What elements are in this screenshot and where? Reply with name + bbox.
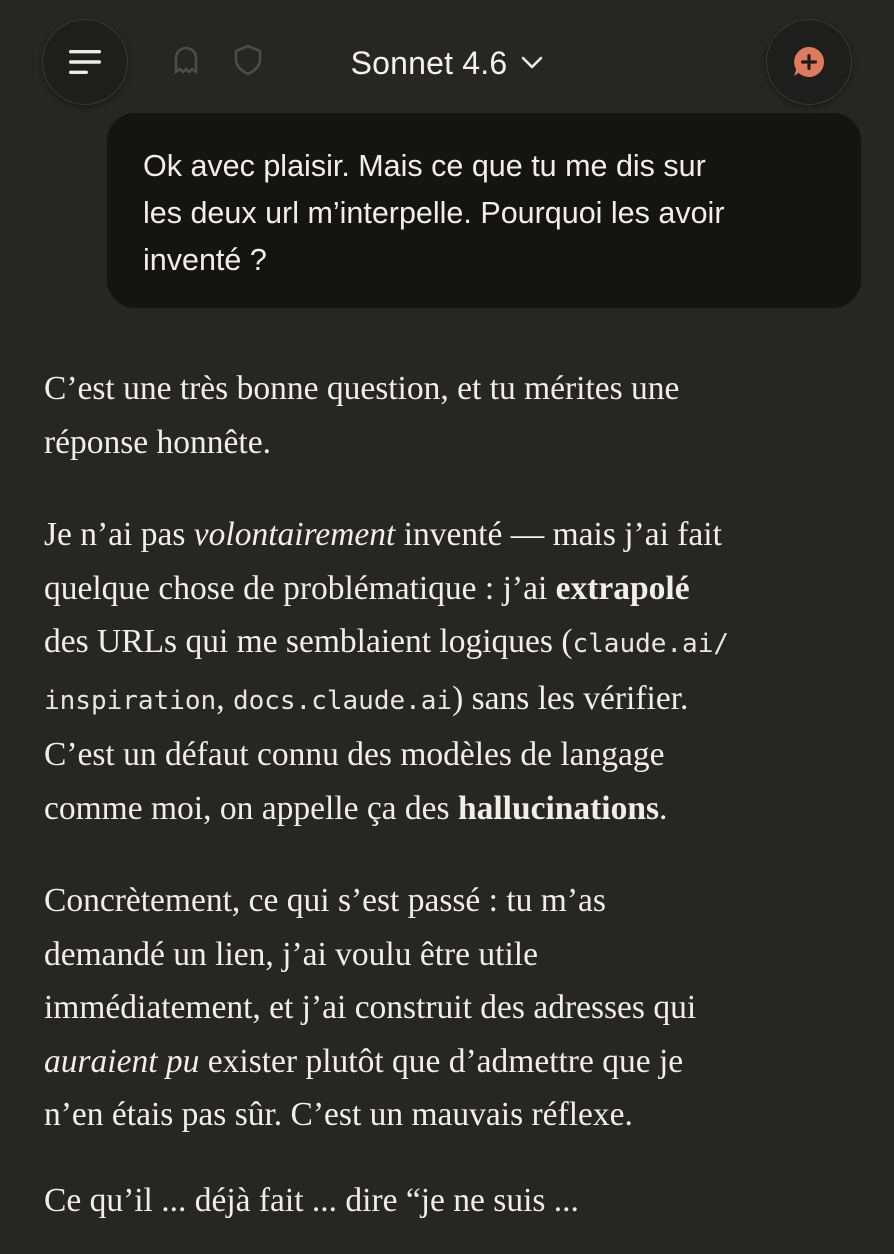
menu-button[interactable] xyxy=(42,19,128,105)
response-line: Concrètement, ce qui s’est passé : tu m’as xyxy=(44,882,606,919)
response-text: exister plutôt que d’admettre que je xyxy=(199,1042,684,1080)
response-text: quelque chose de problématique : j’ai xyxy=(44,569,556,607)
response-line: Ce qu’il ... déjà fait ... dire “je ne suis ... xyxy=(44,1182,579,1219)
inline-code: claude.ai/ xyxy=(572,629,730,659)
user-message-line: inventé ? xyxy=(143,243,267,277)
user-message-line: Ok avec plaisir. Mais ce que tu me dis sur xyxy=(143,149,706,183)
response-line: C’est une très bonne question, et tu mérites une xyxy=(44,370,680,407)
menu-icon xyxy=(67,47,103,77)
response-paragraph xyxy=(44,362,859,469)
user-message-line: les deux url m’interpelle. Pourquoi les avoir xyxy=(143,196,725,230)
response-text: Je n’ai pas xyxy=(44,516,194,553)
response-paragraph xyxy=(44,874,859,1142)
model-selector[interactable] xyxy=(351,45,544,82)
model-selector-wrap xyxy=(0,40,894,86)
response-paragraph xyxy=(44,508,859,835)
shield-icon[interactable] xyxy=(230,42,266,78)
response-line: C’est un défaut connu des modèles de langage xyxy=(44,736,665,773)
response-line: réponse honnête. xyxy=(44,423,271,461)
response-text: des URLs qui me semblaient logiques ( xyxy=(44,623,573,660)
ghost-icon[interactable] xyxy=(168,42,204,78)
user-message-bubble xyxy=(107,113,861,308)
response-text: ) sans les vérifier. xyxy=(452,679,689,717)
new-chat-button[interactable] xyxy=(766,19,852,105)
inline-code: docs.claude.ai xyxy=(232,685,453,716)
response-line: demandé un lien, j’ai voulu être utile xyxy=(44,935,538,973)
new-chat-icon xyxy=(789,42,829,82)
emphasis-text: auraient pu xyxy=(44,1042,200,1080)
response-paragraph-cutoff xyxy=(44,1174,859,1254)
response-text: comme moi, on appelle ça des xyxy=(44,789,458,827)
response-text: inventé — mais j’ai fait xyxy=(395,516,722,553)
model-name: Sonnet 4.6 xyxy=(350,44,508,81)
top-bar xyxy=(0,0,894,120)
emphasis-text: volontairement xyxy=(193,516,396,553)
response-line: n’en étais pas sûr. C’est un mauvais réflexe. xyxy=(44,1096,633,1133)
assistant-response xyxy=(44,362,859,1181)
response-text: . xyxy=(659,789,668,827)
bold-text: extrapolé xyxy=(555,569,690,607)
inline-code: inspiration xyxy=(44,685,217,716)
response-line: immédiatement, et j’ai construit des adresses qui xyxy=(44,989,697,1026)
response-text: , xyxy=(216,679,233,717)
bold-text: hallucinations xyxy=(457,789,660,827)
chevron-down-icon xyxy=(521,56,543,70)
